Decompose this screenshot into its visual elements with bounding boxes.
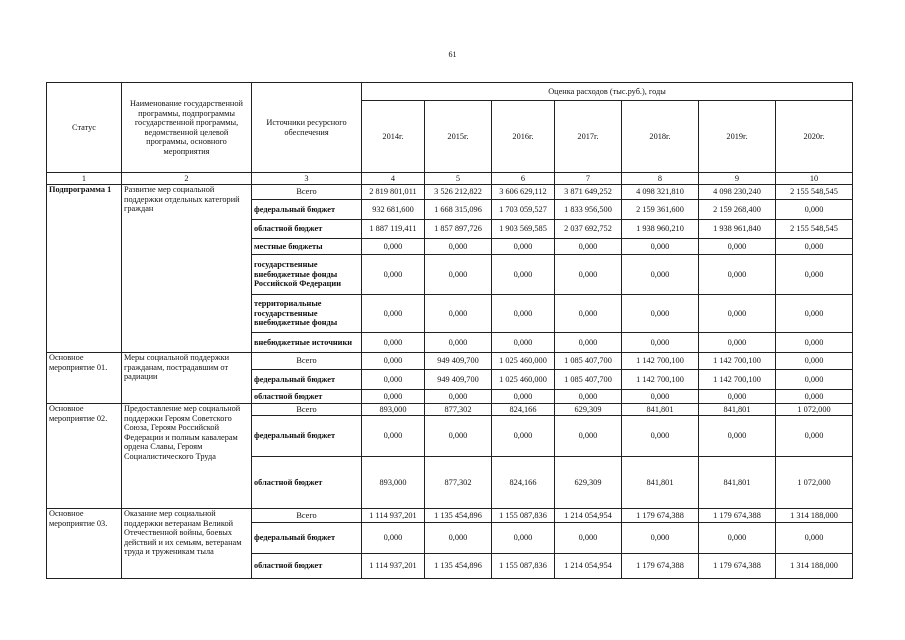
header-year: 2018г. [622,101,699,173]
value-cell: 1 857 897,726 [425,220,492,239]
source-cell: областной бюджет [252,457,362,509]
value-cell: 0,000 [776,239,853,255]
value-cell: 0,000 [425,523,492,554]
value-cell: 1 833 956,500 [555,200,622,220]
value-cell: 0,000 [555,333,622,353]
source-cell: федеральный бюджет [252,416,362,457]
source-cell: федеральный бюджет [252,523,362,554]
header-year: 2014г. [362,101,425,173]
value-cell: 0,000 [699,416,776,457]
value-cell: 3 606 629,112 [492,185,555,200]
value-cell: 0,000 [776,523,853,554]
table-row [47,509,853,523]
status-cell: Основное мероприятие 03. [47,509,122,579]
expenditure-table [46,82,853,579]
header-year: 2019г. [699,101,776,173]
header-name: Наименование государственной программы, подпрограммы государственной программы, ведомственной целевой программы, основного мероприятия [122,83,252,173]
value-cell: 1 314 188,000 [776,554,853,579]
value-cell: 2 819 801,011 [362,185,425,200]
value-cell: 2 037 692,752 [555,220,622,239]
value-cell: 629,309 [555,457,622,509]
value-cell: 0,000 [699,523,776,554]
value-cell: 1 903 569,585 [492,220,555,239]
value-cell: 1 114 937,201 [362,509,425,523]
value-cell: 893,000 [362,457,425,509]
value-cell: 1 938 961,840 [699,220,776,239]
column-number: 7 [555,173,622,185]
value-cell: 932 681,600 [362,200,425,220]
value-cell: 877,302 [425,457,492,509]
value-cell: 1 142 700,100 [699,353,776,370]
value-cell: 0,000 [699,255,776,295]
value-cell: 0,000 [622,523,699,554]
value-cell: 0,000 [622,416,699,457]
source-cell: государственные внебюджетные фонды Российской Федерации [252,255,362,295]
value-cell: 1 887 119,411 [362,220,425,239]
status-cell: Подпрограмма 1 [47,185,122,353]
header-year: 2016г. [492,101,555,173]
value-cell: 1 142 700,100 [622,370,699,390]
value-cell: 0,000 [362,295,425,333]
program-name-cell: Развитие мер социальной поддержки отдельных категорий граждан [122,185,252,353]
value-cell: 0,000 [425,333,492,353]
value-cell: 0,000 [425,416,492,457]
value-cell: 2 155 548,545 [776,220,853,239]
header-year: 2015г. [425,101,492,173]
value-cell: 0,000 [699,333,776,353]
column-number: 1 [47,173,122,185]
column-number: 6 [492,173,555,185]
table-row [47,404,853,416]
value-cell: 0,000 [776,255,853,295]
source-cell: федеральный бюджет [252,370,362,390]
program-name-cell: Оказание мер социальной поддержки ветеранам Великой Отечественной войны, боевых действий и их семьям, ветеранам труда и труженикам тыла [122,509,252,579]
value-cell: 1 938 960,210 [622,220,699,239]
value-cell: 1 142 700,100 [622,353,699,370]
value-cell: 1 085 407,700 [555,370,622,390]
value-cell: 1 072,000 [776,404,853,416]
source-cell: федеральный бюджет [252,200,362,220]
value-cell: 1 179 674,388 [699,554,776,579]
header-year: 2017г. [555,101,622,173]
value-cell: 0,000 [776,390,853,404]
value-cell: 0,000 [699,390,776,404]
value-cell: 0,000 [362,353,425,370]
value-cell: 841,801 [699,457,776,509]
value-cell: 949 409,700 [425,370,492,390]
value-cell: 4 098 230,240 [699,185,776,200]
value-cell: 1 703 059,527 [492,200,555,220]
value-cell: 0,000 [555,295,622,333]
value-cell: 0,000 [492,239,555,255]
source-cell: внебюджетные источники [252,333,362,353]
value-cell: 0,000 [492,255,555,295]
value-cell: 0,000 [776,416,853,457]
source-cell: областной бюджет [252,220,362,239]
value-cell: 841,801 [622,404,699,416]
value-cell: 0,000 [425,255,492,295]
source-cell: Всего [252,185,362,200]
value-cell: 0,000 [555,523,622,554]
value-cell: 0,000 [492,416,555,457]
value-cell: 1 214 054,954 [555,509,622,523]
value-cell: 0,000 [492,333,555,353]
value-cell: 0,000 [362,390,425,404]
source-cell: территориальные государственные внебюджетные фонды [252,295,362,333]
value-cell: 2 155 548,545 [776,185,853,200]
value-cell: 0,000 [622,255,699,295]
column-number: 9 [699,173,776,185]
value-cell: 0,000 [362,523,425,554]
value-cell: 0,000 [362,239,425,255]
value-cell: 0,000 [555,390,622,404]
value-cell: 2 159 268,400 [699,200,776,220]
value-cell: 0,000 [425,390,492,404]
value-cell: 0,000 [622,333,699,353]
value-cell: 877,302 [425,404,492,416]
value-cell: 0,000 [776,295,853,333]
header-estimate: Оценка расходов (тыс.руб.), годы [362,83,853,101]
column-number: 3 [252,173,362,185]
value-cell: 0,000 [492,390,555,404]
value-cell: 0,000 [425,295,492,333]
value-cell: 949 409,700 [425,353,492,370]
status-cell: Основное мероприятие 01. [47,353,122,404]
value-cell: 1 114 937,201 [362,554,425,579]
value-cell: 841,801 [699,404,776,416]
value-cell: 893,000 [362,404,425,416]
value-cell: 1 085 407,700 [555,353,622,370]
value-cell: 1 135 454,896 [425,554,492,579]
value-cell: 0,000 [699,295,776,333]
value-cell: 4 098 321,810 [622,185,699,200]
value-cell: 0,000 [555,255,622,295]
value-cell: 1 179 674,388 [622,509,699,523]
value-cell: 1 142 700,100 [699,370,776,390]
value-cell: 0,000 [492,295,555,333]
value-cell: 0,000 [776,353,853,370]
source-cell: Всего [252,509,362,523]
value-cell: 1 025 460,000 [492,353,555,370]
column-number-row [47,173,853,185]
source-cell: областной бюджет [252,390,362,404]
header-year: 2020г. [776,101,853,173]
value-cell: 0,000 [622,390,699,404]
value-cell: 0,000 [622,295,699,333]
value-cell: 0,000 [492,523,555,554]
groups-body [47,185,853,579]
value-cell: 1 668 315,096 [425,200,492,220]
value-cell: 1 025 460,000 [492,370,555,390]
value-cell: 0,000 [362,255,425,295]
value-cell: 0,000 [362,416,425,457]
source-cell: областной бюджет [252,554,362,579]
program-name-cell: Меры социальной поддержки гражданам, пострадавшим от радиации [122,353,252,404]
value-cell: 1 155 087,836 [492,554,555,579]
value-cell: 1 214 054,954 [555,554,622,579]
header-sources: Источники ресурсного обеспечения [252,83,362,173]
status-cell: Основное мероприятие 02. [47,404,122,509]
value-cell: 824,166 [492,457,555,509]
value-cell: 0,000 [776,370,853,390]
value-cell: 0,000 [555,416,622,457]
value-cell: 1 179 674,388 [622,554,699,579]
value-cell: 3 871 649,252 [555,185,622,200]
program-name-cell: Предоставление мер социальной поддержки Героям Советского Союза, Героям Российской Федерации и полным кавалерам ордена Славы, Героям Социалистического Труда [122,404,252,509]
value-cell: 0,000 [776,333,853,353]
value-cell: 0,000 [699,239,776,255]
column-number: 5 [425,173,492,185]
value-cell: 1 072,000 [776,457,853,509]
column-number: 4 [362,173,425,185]
column-number: 2 [122,173,252,185]
value-cell: 1 314 188,000 [776,509,853,523]
value-cell: 1 179 674,388 [699,509,776,523]
source-cell: Всего [252,404,362,416]
value-cell: 0,000 [425,239,492,255]
source-cell: местные бюджеты [252,239,362,255]
value-cell: 629,309 [555,404,622,416]
header-status: Статус [47,83,122,173]
value-cell: 0,000 [622,239,699,255]
value-cell: 0,000 [776,200,853,220]
page-number: 61 [448,50,457,59]
value-cell: 1 135 454,896 [425,509,492,523]
value-cell: 824,166 [492,404,555,416]
value-cell: 0,000 [555,239,622,255]
value-cell: 0,000 [362,333,425,353]
value-cell: 0,000 [362,370,425,390]
column-number: 10 [776,173,853,185]
value-cell: 1 155 087,836 [492,509,555,523]
value-cell: 841,801 [622,457,699,509]
source-cell: Всего [252,353,362,370]
table-row [47,353,853,370]
value-cell: 2 159 361,600 [622,200,699,220]
column-number: 8 [622,173,699,185]
value-cell: 3 526 212,822 [425,185,492,200]
table-row [47,185,853,200]
